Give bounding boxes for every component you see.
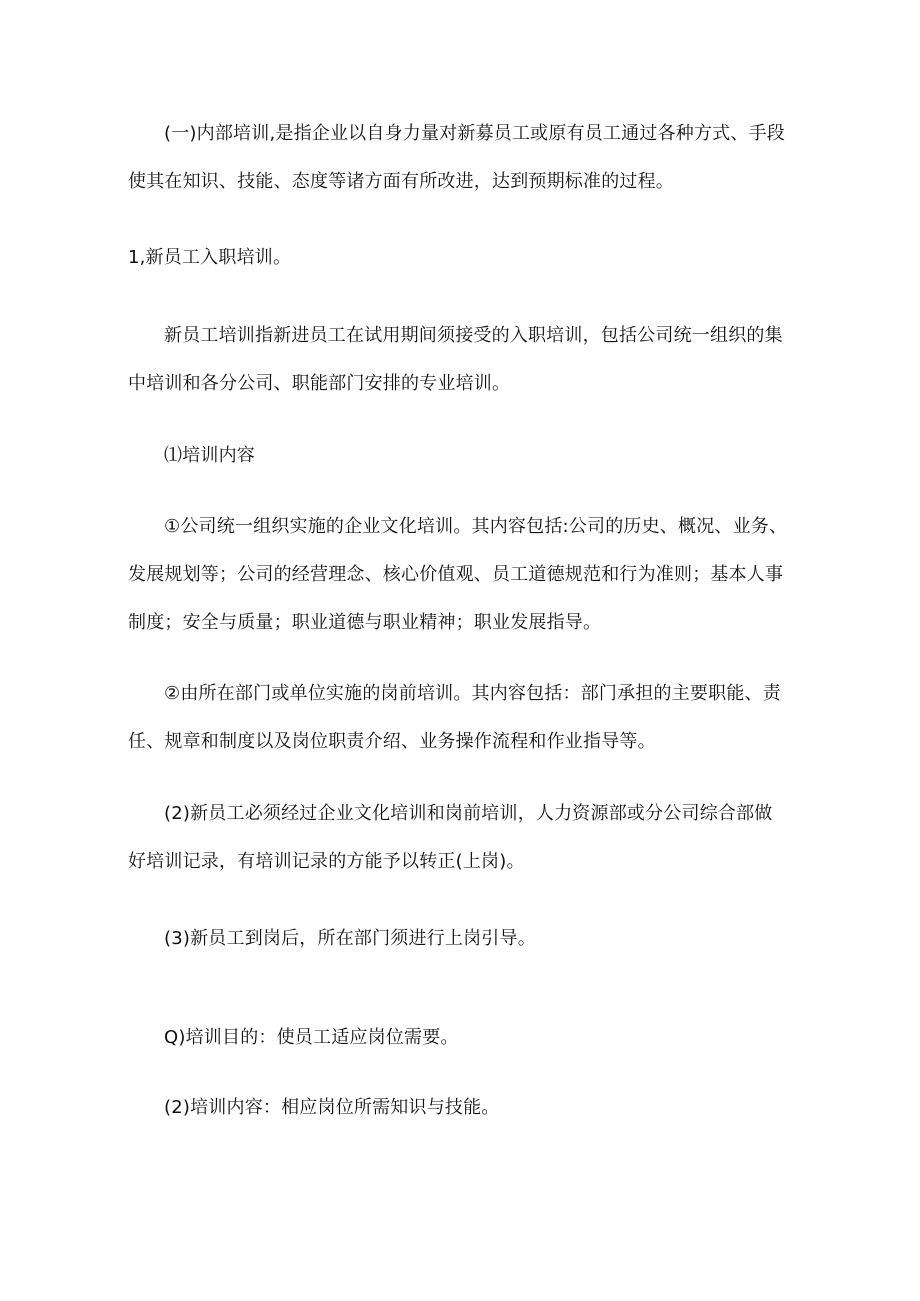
text-line: 中培训和各分公司、职能部门安排的专业培训。 — [128, 373, 511, 394]
text-line: 1,新员工入职培训。 — [128, 247, 292, 268]
paragraph-corporate-culture-training-cont — [128, 551, 818, 599]
paragraph-internal-training-definition-cont — [128, 158, 818, 206]
text-line: 使其在知识、技能、态度等诸方面有所改进，达到预期标准的过程。 — [128, 171, 674, 192]
text-line: Q)培训目的：使员工适应岗位需要。 — [164, 1027, 459, 1048]
subheading-training-content — [164, 432, 804, 480]
paragraph-training-records-cont — [128, 838, 818, 886]
text-line: (2)培训内容：相应岗位所需知识与技能。 — [164, 1097, 500, 1118]
text-line: ⑴培训内容 — [164, 445, 255, 466]
text-line: (2)新员工必须经过企业文化培训和岗前培训，人力资源部或分公司综合部做 — [164, 803, 773, 824]
paragraph-pre-job-training-cont — [128, 718, 818, 766]
paragraph-internal-training-definition — [164, 110, 804, 158]
paragraph-onboarding-guidance — [164, 915, 804, 963]
text-line: ②由所在部门或单位实施的岗前培训。其内容包括：部门承担的主要职能、责 — [164, 683, 781, 704]
paragraph-new-employee-training — [164, 312, 804, 360]
heading-new-employee-onboarding — [128, 234, 818, 282]
paragraph-corporate-culture-training — [164, 503, 804, 551]
text-line: 制度；安全与质量；职业道德与职业精神；职业发展指导。 — [128, 612, 602, 633]
text-line: 新员工培训指新进员工在试用期间须接受的入职培训，包括公司统一组织的集 — [164, 325, 783, 346]
text-line: (3)新员工到岗后，所在部门须进行上岗引导。 — [164, 928, 536, 949]
text-line: ①公司统一组织实施的企业文化培训。其内容包括:公司的历史、概况、业务、 — [164, 516, 788, 537]
paragraph-training-records — [164, 790, 804, 838]
text-line: 发展规划等；公司的经营理念、核心价值观、员工道德规范和行为准则；基本人事 — [128, 564, 784, 585]
text-line: 好培训记录，有培训记录的方能予以转正(上岗)。 — [128, 851, 525, 872]
paragraph-pre-job-training — [164, 670, 804, 718]
paragraph-corporate-culture-training-cont2 — [128, 599, 818, 647]
paragraph-training-content-skills — [164, 1084, 804, 1132]
text-line: (一)内部培训,是指企业以自身力量对新募员工或原有员工通过各种方式、手段 — [164, 123, 785, 144]
paragraph-new-employee-training-cont — [128, 360, 818, 408]
paragraph-training-purpose — [164, 1014, 804, 1062]
text-line: 任、规章和制度以及岗位职责介绍、业务操作流程和作业指导等。 — [128, 731, 656, 752]
